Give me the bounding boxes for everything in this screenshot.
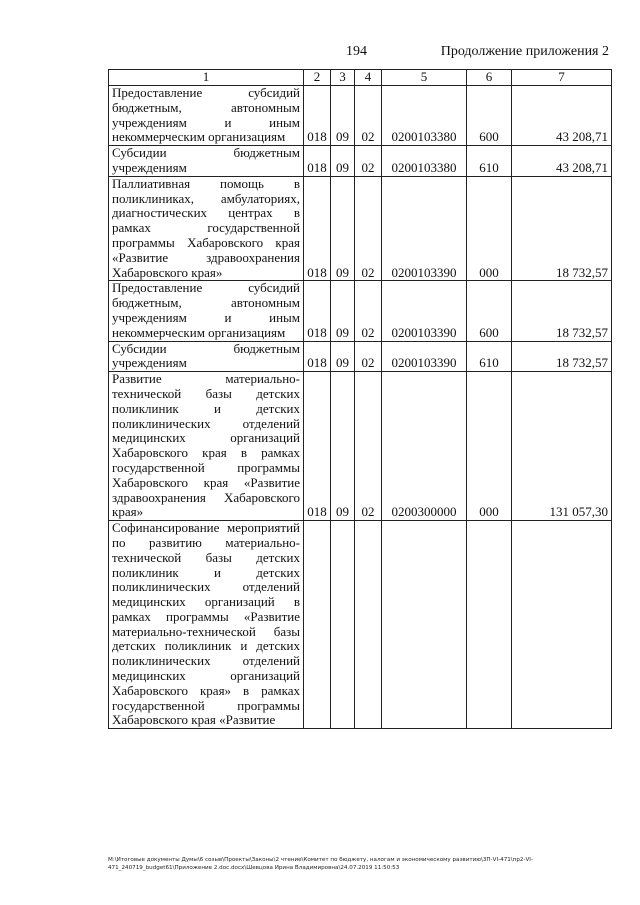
cell-target: 0200103380 [382, 146, 467, 177]
cell-ministry: 018 [304, 176, 331, 281]
cell-amount [512, 521, 612, 729]
cell-amount: 18 732,57 [512, 176, 612, 281]
cell-ministry: 018 [304, 281, 331, 341]
cell-section: 09 [331, 341, 355, 372]
cell-section: 09 [331, 146, 355, 177]
table-row [109, 341, 612, 372]
column-header: 1 [109, 70, 304, 86]
cell-target: 0200103390 [382, 176, 467, 281]
column-header: 4 [355, 70, 382, 86]
cell-expense-type: 610 [467, 146, 512, 177]
cell-ministry [304, 521, 331, 729]
cell-expense-type: 000 [467, 176, 512, 281]
table-row [109, 521, 612, 729]
cell-subsection: 02 [355, 176, 382, 281]
cell-target: 0200103390 [382, 281, 467, 341]
cell-amount: 18 732,57 [512, 281, 612, 341]
row-name: Субсидии бюджетным учреждениям [109, 146, 304, 177]
cell-expense-type: 600 [467, 281, 512, 341]
cell-ministry: 018 [304, 86, 331, 146]
cell-target [382, 521, 467, 729]
cell-subsection: 02 [355, 86, 382, 146]
cell-amount: 131 057,30 [512, 372, 612, 521]
cell-subsection: 02 [355, 372, 382, 521]
cell-target: 0200103390 [382, 341, 467, 372]
cell-amount: 43 208,71 [512, 146, 612, 177]
file-path-footer: M:\Итоговые документы Думы\6 созыв\Проекты\Законы\2 чтение\Комитет по бюджету, налогам и экономическому развитию\3П-VI-471\пр2-VI-471_240719_budget61\Приложение 2.doc.docx\Шевцова Ирина Владимировна\24.07.2019 11:50:53 [108, 857, 533, 871]
cell-section [331, 521, 355, 729]
column-header: 6 [467, 70, 512, 86]
table-row [109, 372, 612, 521]
cell-ministry: 018 [304, 146, 331, 177]
header-row [109, 70, 612, 86]
cell-section: 09 [331, 372, 355, 521]
cell-target: 0200103380 [382, 86, 467, 146]
cell-expense-type [467, 521, 512, 729]
cell-subsection: 02 [355, 341, 382, 372]
row-name: Развитие материально-технической базы детских поликлиник и детских поликлинических отделений медицинских организаций Хабаровского края в рамках государственной программы Хабаровского края «Развитие здравоохранения Хабаровского края» [109, 372, 304, 521]
cell-ministry: 018 [304, 341, 331, 372]
cell-amount: 43 208,71 [512, 86, 612, 146]
cell-subsection: 02 [355, 146, 382, 177]
column-header: 7 [512, 70, 612, 86]
cell-expense-type: 600 [467, 86, 512, 146]
table-row [109, 86, 612, 146]
row-name: Субсидии бюджетным учреждениям [109, 341, 304, 372]
cell-target: 0200300000 [382, 372, 467, 521]
cell-expense-type: 610 [467, 341, 512, 372]
column-header: 3 [331, 70, 355, 86]
cell-subsection [355, 521, 382, 729]
cell-section: 09 [331, 281, 355, 341]
cell-expense-type: 000 [467, 372, 512, 521]
row-name: Паллиативная помощь в поликлиниках, амбулаториях, диагностических центрах в рамках государственной программы Хабаровского края «Развитие здравоохранения Хабаровского края» [109, 176, 304, 281]
budget-table [108, 69, 612, 729]
row-name: Предоставление субсидий бюджетным, автономным учреждениям и иным некоммерческим организациям [109, 281, 304, 341]
cell-amount: 18 732,57 [512, 341, 612, 372]
continuation-label: Продолжение приложения 2 [440, 44, 609, 59]
cell-section: 09 [331, 86, 355, 146]
row-name: Предоставление субсидий бюджетным, автономным учреждениям и иным некоммерческим организациям [109, 86, 304, 146]
table-row [109, 281, 612, 341]
cell-ministry: 018 [304, 372, 331, 521]
table-row [109, 176, 612, 281]
table-row [109, 146, 612, 177]
column-header: 2 [304, 70, 331, 86]
column-header: 5 [382, 70, 467, 86]
cell-subsection: 02 [355, 281, 382, 341]
cell-section: 09 [331, 176, 355, 281]
page-number: 194 [346, 44, 367, 59]
row-name: Софинансирование мероприятий по развитию материально-технической базы детских поликлиник и детских поликлинических отделений медицинских организаций в рамках программы «Развитие материально-технической базы детских поликлиник и детских поликлинических отделений медицинских организаций Хабаровского края» в рамках государственной программы Хабаровского края «Развитие [109, 521, 304, 729]
